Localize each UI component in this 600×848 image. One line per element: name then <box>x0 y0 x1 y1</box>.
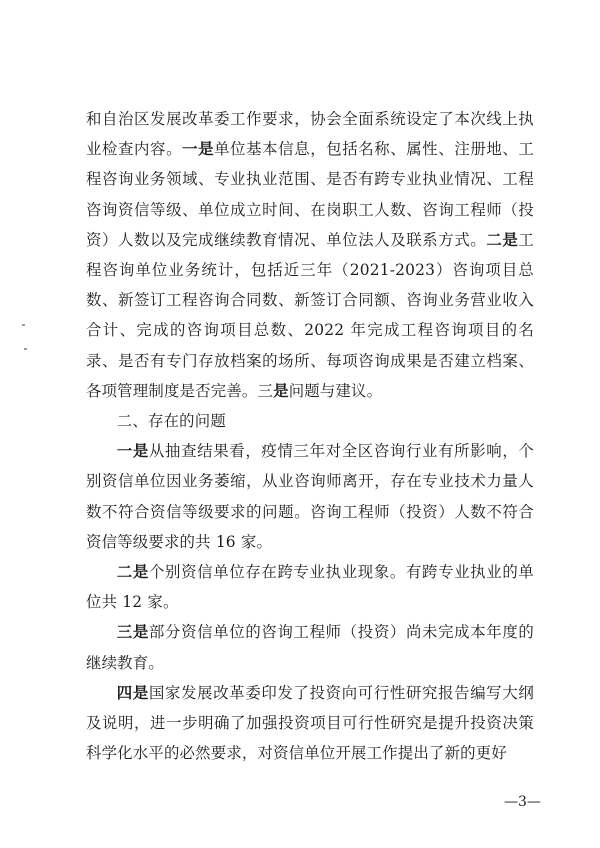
paragraph-problem-2: 二是个别资信单位存在跨专业执业现象。有跨专业执业的单位共 12 家。 <box>86 563 534 612</box>
bold-marker: 三是 <box>116 623 149 642</box>
paragraph-problem-3: 三是部分资信单位的咨询工程师（投资）尚未完成本年度的继续教育。 <box>86 623 534 672</box>
paragraph-check-contents: 和自治区发展改革委工作要求，协会全面系统设定了本次线上执业检查内容。一是单位基本信息，包括名称、属性、注册地、工程咨询业务领域、专业执业范围、是否有跨专业执业情况、工程咨询资信等级、单位成立时间、在岗职工人数、咨询工程师（投资）人数以及完成继续教育情况、单位法人及联系方式。二是工程咨询单位业务统计，包括近三年（2021-2023）咨询项目总数、新签订工程咨询合同数、新签订合同额、咨询业务营业收入合计、完成的咨询项目总数、2022 年完成工程咨询项目的名录、是否有专门存放档案的场所、每项咨询成果是否建立档案、各项管理制度是否完善。三是问题与建议。 <box>86 110 534 400</box>
bold-marker: 四是 <box>116 683 149 702</box>
scan-speck <box>24 348 27 350</box>
paragraph-problem-1: 一是从抽查结果看，疫情三年对全区咨询行业有所影响，个别资信单位因业务萎缩，从业咨询师离开，存在专业技术力量人数不符合资信等级要求的问题。咨询工程师（投资）人数不符合资信等级要求的共 16 家。 <box>86 442 534 551</box>
page-number: —3— <box>504 794 541 810</box>
paragraph-problem-4: 四是国家发展改革委印发了投资向可行性研究报告编写大纲及说明，进一步明确了加强投资项目可行性研究是提升投资决策科学化水平的必然要求，对资信单位开展工作提出了新的更好 <box>86 683 534 763</box>
bold-marker: 二是 <box>486 230 519 249</box>
scan-speck <box>22 324 25 326</box>
bold-marker: 一是 <box>116 442 149 461</box>
bold-marker: 是 <box>273 381 289 400</box>
bold-marker: 一是 <box>182 140 215 159</box>
section-heading: 二、存在的问题 <box>116 412 226 431</box>
document-body <box>86 104 534 768</box>
bold-marker: 二是 <box>116 563 149 582</box>
